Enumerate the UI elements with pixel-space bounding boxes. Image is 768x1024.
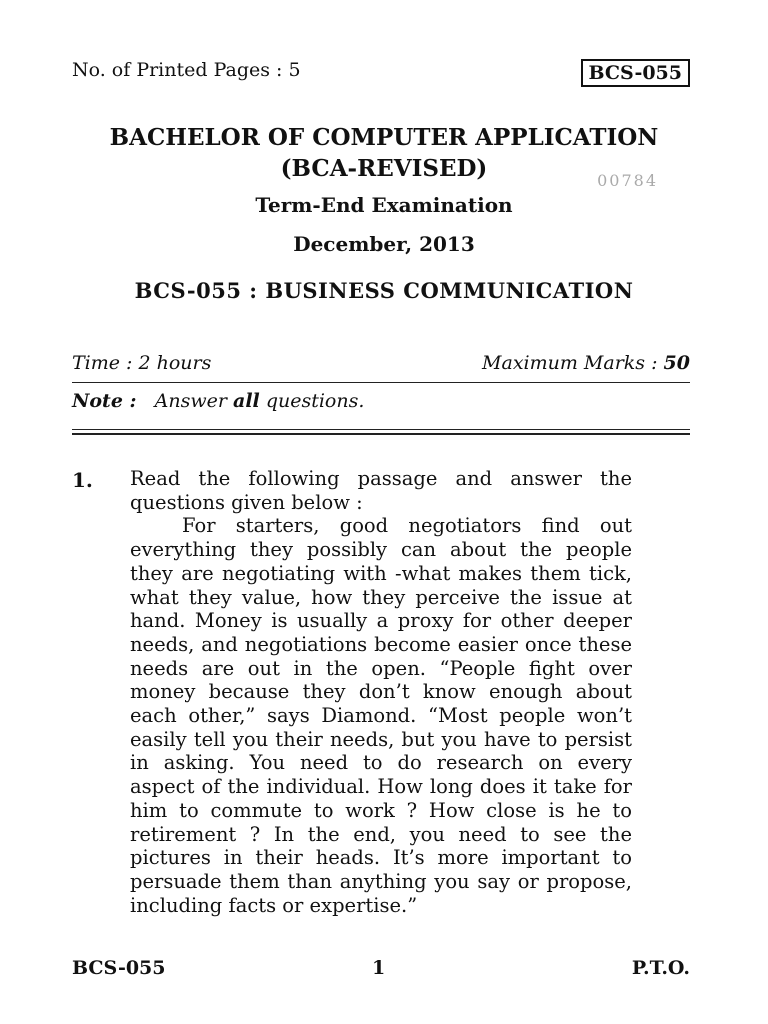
instructions-note: [72, 390, 364, 412]
double-divider: [72, 429, 690, 435]
subject-title: BCS-055 : BUSINESS COMMUNICATION: [134, 278, 634, 303]
footer-page-number: 1: [372, 957, 386, 979]
exam-date: December, 2013: [293, 232, 475, 256]
question-intro: Read the following passage and answer the questions given below :: [130, 467, 632, 514]
note-text-b: all: [233, 390, 260, 412]
footer-pto: P.T.O.: [631, 957, 690, 979]
note-label: Note :: [72, 390, 137, 412]
question-body: [130, 467, 632, 917]
maximum-marks-value: 50: [663, 352, 690, 374]
question-number: 1.: [72, 468, 93, 492]
footer-course-code: BCS-055: [72, 957, 166, 979]
paper-serial-stamp: 00784: [597, 171, 658, 190]
programme-title: BACHELOR OF COMPUTER APPLICATION: [109, 124, 659, 151]
programme-subtitle: (BCA-REVISED): [280, 155, 488, 182]
time-allowed: Time : 2 hours: [72, 352, 212, 374]
printed-pages-count: No. of Printed Pages : 5: [72, 59, 301, 81]
reading-passage: For starters, good negotiators find out everything they possibly can about the people they are negotiating with -what makes them tick, what they value, how they perceive the issue at hand. Money is usually a proxy for other deeper needs, and negotiations become easier once these needs are out in the open. “People fight over money because they don’t know enough about each other,” says Diamond. “Most people won’t easily tell you their needs, but you have to persist in asking. You need to do research on every aspect of the individual. How long does it take for him to commute to work ? How close is he to retirement ? In the end, you need to see the pictures in their heads. It’s more important to persuade them than anything you say or propose, including facts or expertise.”: [130, 514, 632, 917]
course-code-box: BCS-055: [581, 59, 691, 87]
maximum-marks-label: Maximum Marks :: [482, 352, 658, 374]
note-text-a: Answer: [154, 390, 227, 412]
divider-line: [72, 382, 690, 383]
maximum-marks: [482, 352, 690, 374]
exam-type: Term-End Examination: [255, 193, 513, 217]
note-text-c: questions.: [265, 390, 365, 412]
